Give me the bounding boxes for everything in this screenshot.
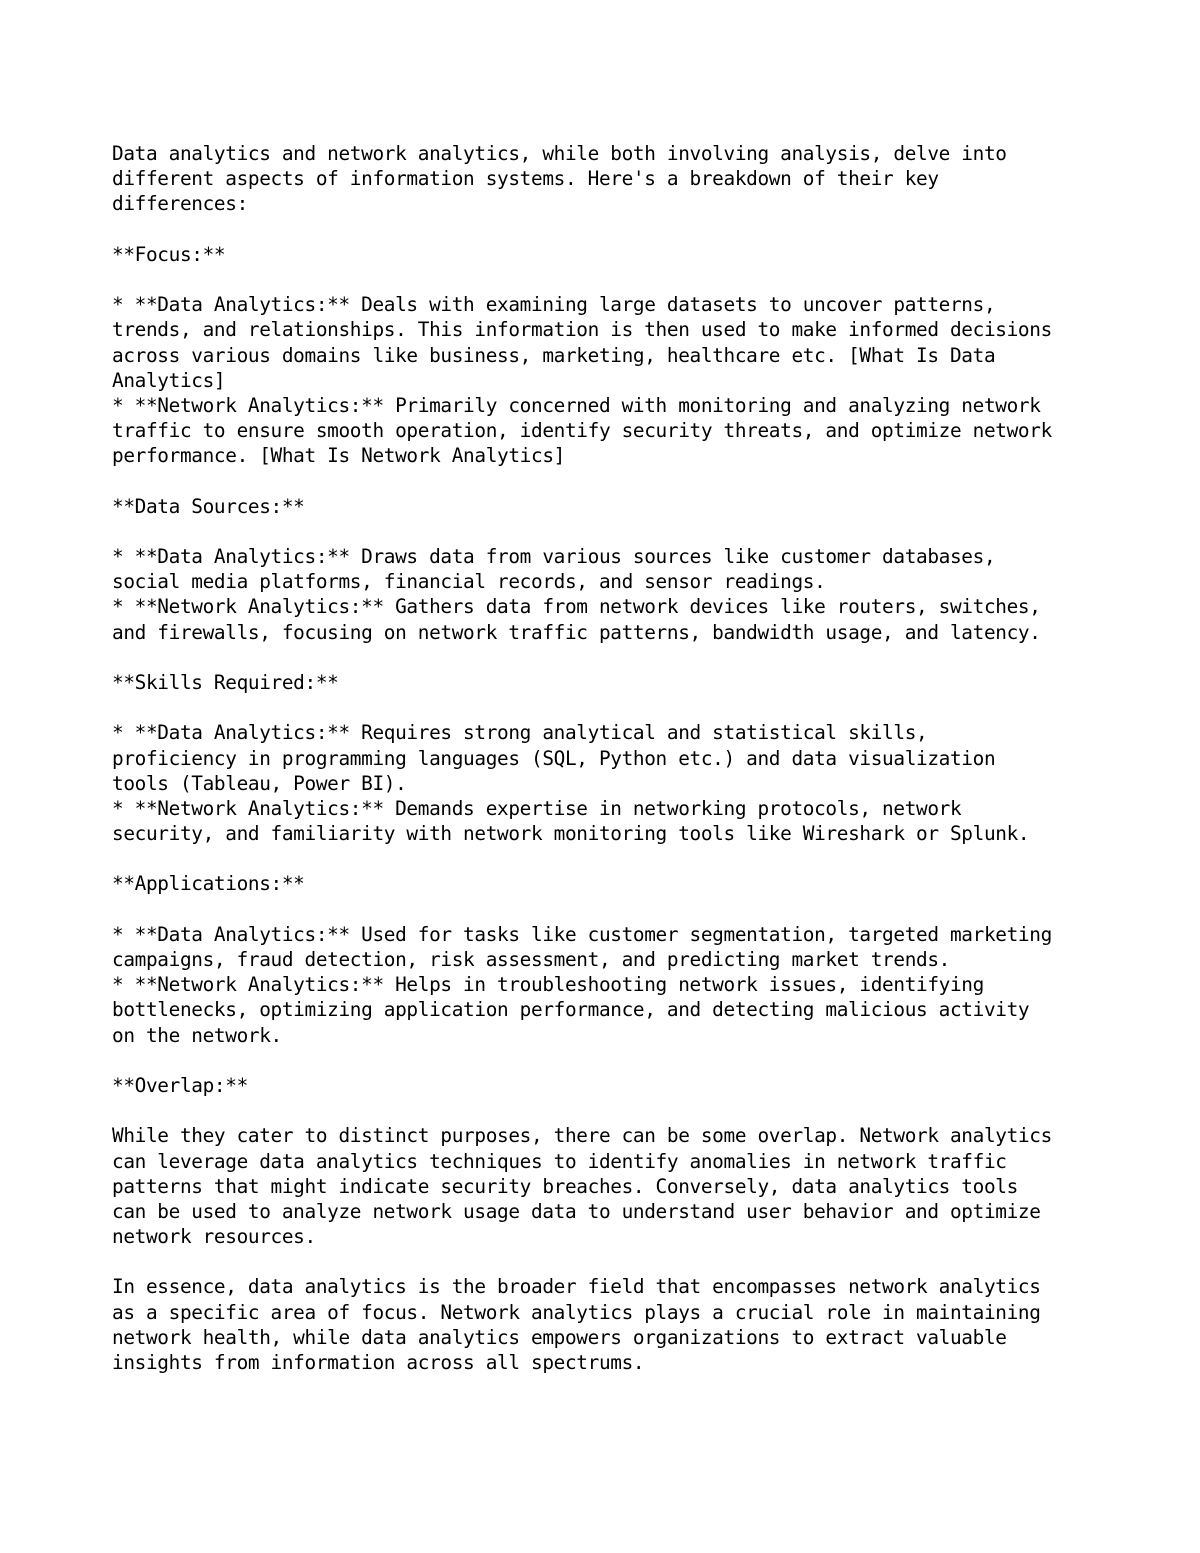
section-heading-skills-required: **Skills Required:** xyxy=(112,670,339,694)
text-line: trends, and relationships. This information is then used to make informed decisions xyxy=(112,318,1052,342)
blank-line xyxy=(112,1249,1102,1274)
text-line: insights from information across all spectrums. xyxy=(112,1351,645,1374)
text-line: network resources. xyxy=(112,1225,316,1249)
text-line: * **Network Analytics:** Helps in troubleshooting network issues, identifying xyxy=(112,973,984,997)
blank-line xyxy=(112,1098,1102,1123)
text-line: While they cater to distinct purposes, there can be some overlap. Network analytics xyxy=(112,1124,1052,1148)
text-line: * **Data Analytics:** Deals with examining large datasets to uncover patterns, xyxy=(112,293,996,317)
blank-line xyxy=(112,645,1102,670)
blank-line xyxy=(112,519,1102,544)
blank-line xyxy=(112,846,1102,871)
blank-line xyxy=(112,217,1102,242)
text-line: * **Network Analytics:** Gathers data from network devices like routers, switches, xyxy=(112,595,1041,619)
text-line: patterns that might indicate security breaches. Conversely, data analytics tools xyxy=(112,1174,1018,1198)
text-line: In essence, data analytics is the broader field that encompasses network analytics xyxy=(112,1275,1041,1299)
text-line: differences: xyxy=(112,192,248,216)
text-line: across various domains like business, marketing, healthcare etc. [What Is Data xyxy=(112,343,996,367)
text-line: traffic to ensure smooth operation, identify security threats, and optimize network xyxy=(112,419,1052,443)
text-line: tools (Tableau, Power BI). xyxy=(112,771,407,795)
blank-line xyxy=(112,468,1102,493)
section-heading-overlap: **Overlap:** xyxy=(112,1073,248,1097)
text-line: campaigns, fraud detection, risk assessment, and predicting market trends. xyxy=(112,948,950,971)
document-body xyxy=(112,141,1102,1375)
text-line: * **Data Analytics:** Used for tasks like customer segmentation, targeted marketing xyxy=(112,922,1052,946)
text-line: performance. [What Is Network Analytics] xyxy=(112,444,565,468)
blank-line xyxy=(112,1048,1102,1073)
section-heading-data-sources: **Data Sources:** xyxy=(112,494,305,518)
blank-line xyxy=(112,267,1102,292)
text-line: * **Data Analytics:** Draws data from various sources like customer databases, xyxy=(112,545,996,568)
blank-line xyxy=(112,695,1102,720)
text-line: can leverage data analytics techniques to identify anomalies in network traffic xyxy=(112,1149,1007,1173)
text-line: * **Network Analytics:** Demands expertise in networking protocols, network xyxy=(112,796,962,820)
section-heading-applications: **Applications:** xyxy=(112,872,305,896)
section-heading-focus: **Focus:** xyxy=(112,242,226,266)
text-line: different aspects of information systems. Here's a breakdown of their key xyxy=(112,167,939,191)
text-line: social media platforms, financial records, and sensor readings. xyxy=(112,570,826,594)
text-line: network health, while data analytics empowers organizations to extract valuable xyxy=(112,1325,1007,1349)
text-line: proficiency in programming languages (SQL, Python etc.) and data visualization xyxy=(112,746,996,770)
text-line: Data analytics and network analytics, while both involving analysis, delve into xyxy=(112,142,1007,165)
text-line: * **Data Analytics:** Requires strong analytical and statistical skills, xyxy=(112,721,928,745)
text-line: bottlenecks, optimizing application performance, and detecting malicious activity xyxy=(112,998,1030,1022)
text-line: on the network. xyxy=(112,1023,282,1047)
text-line: as a specific area of focus. Network analytics plays a crucial role in maintaining xyxy=(112,1300,1041,1324)
text-line: Analytics] xyxy=(112,368,226,392)
text-line: and firewalls, focusing on network traffic patterns, bandwidth usage, and latency. xyxy=(112,620,1041,644)
text-line: can be used to analyze network usage data to understand user behavior and optimize xyxy=(112,1199,1041,1223)
text-line: * **Network Analytics:** Primarily concerned with monitoring and analyzing network xyxy=(112,393,1041,417)
blank-line xyxy=(112,897,1102,922)
text-line: security, and familiarity with network monitoring tools like Wireshark or Splunk. xyxy=(112,822,1030,846)
